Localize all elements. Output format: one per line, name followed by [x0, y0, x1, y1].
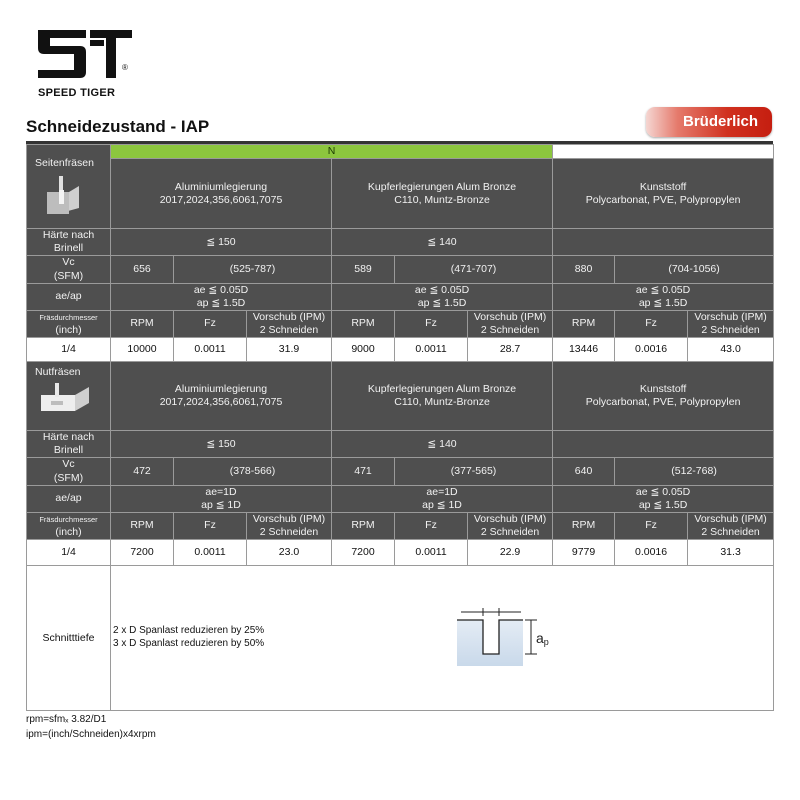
diameter-value: 1/4	[27, 338, 111, 362]
vc-range: (512-768)	[615, 458, 774, 485]
fz-header: Fz	[615, 512, 688, 539]
aeap-copper: ae=1D ap ≦ 1D	[332, 485, 553, 512]
vc-range: (471-707)	[395, 256, 553, 283]
feed-header: Vorschub (IPM) 2 Schneiden	[688, 310, 774, 337]
hardness-label: Härte nach Brinell	[27, 229, 111, 256]
empty-group-header	[553, 145, 774, 159]
hardness-aluminium: ≦ 150	[111, 229, 332, 256]
cut-depth-notes	[111, 566, 774, 711]
rpm-value: 10000	[111, 338, 174, 362]
feed-header: Vorschub (IPM) 2 Schneiden	[688, 512, 774, 539]
registered-mark: ®	[122, 63, 128, 72]
hardness-aluminium: ≦ 150	[111, 431, 332, 458]
fz-value: 0.0011	[174, 540, 247, 566]
fz-value: 0.0011	[395, 540, 468, 566]
material-aluminium: Aluminiumlegierung 2017,2024,356,6061,7075	[111, 362, 332, 431]
rpm-value: 9000	[332, 338, 395, 362]
feed-value: 43.0	[688, 338, 774, 362]
feed-header: Vorschub (IPM) 2 Schneiden	[468, 310, 553, 337]
vc-range: (378-566)	[174, 458, 332, 485]
feed-value: 31.3	[688, 540, 774, 566]
rpm-header: RPM	[332, 310, 395, 337]
diameter-label: Fräsdurchmesser (inch)	[27, 310, 111, 337]
rpm-header: RPM	[553, 512, 615, 539]
bruderlich-badge	[646, 107, 772, 137]
hardness-copper: ≦ 140	[332, 431, 553, 458]
hardness-copper: ≦ 140	[332, 229, 553, 256]
vc-value: 640	[553, 458, 615, 485]
section-header-side	[27, 145, 111, 229]
vc-label: Vc (SFM)	[27, 458, 111, 485]
fz-header: Fz	[174, 310, 247, 337]
rpm-value: 7200	[111, 540, 174, 566]
formula-rpm: rpm=sfmₓ 3.82/D1	[26, 714, 107, 725]
vc-range: (704-1056)	[615, 256, 774, 283]
aeap-label: ae/ap	[27, 283, 111, 310]
vc-range: (525-787)	[174, 256, 332, 283]
fz-value: 0.0011	[174, 338, 247, 362]
fz-header: Fz	[174, 512, 247, 539]
material-copper: Kupferlegierungen Alum Bronze C110, Muntz-Bronze	[332, 362, 553, 431]
vc-value: 589	[332, 256, 395, 283]
fz-value: 0.0016	[615, 338, 688, 362]
rpm-value: 13446	[553, 338, 615, 362]
section-header-slot	[27, 362, 111, 431]
aeap-plastic: ae ≦ 0.05D ap ≦ 1.5D	[553, 283, 774, 310]
rpm-value: 7200	[332, 540, 395, 566]
table-row	[27, 338, 774, 362]
slot-depth-diagram	[447, 602, 577, 678]
material-copper: Kupferlegierungen Alum Bronze C110, Muntz-Bronze	[332, 159, 553, 229]
speed-tiger-logo	[36, 26, 136, 86]
feed-value: 28.7	[468, 338, 553, 362]
table-row	[27, 540, 774, 566]
material-group-n: N	[111, 145, 553, 159]
fz-header: Fz	[615, 310, 688, 337]
hardness-label: Härte nach Brinell	[27, 431, 111, 458]
aeap-copper: ae ≦ 0.05D ap ≦ 1.5D	[332, 283, 553, 310]
feed-value: 23.0	[247, 540, 332, 566]
diameter-value: 1/4	[27, 540, 111, 566]
fz-value: 0.0011	[395, 338, 468, 362]
feed-header: Vorschub (IPM) 2 Schneiden	[247, 512, 332, 539]
fz-value: 0.0016	[615, 540, 688, 566]
feed-value: 31.9	[247, 338, 332, 362]
diameter-label: Fräsdurchmesser (inch)	[27, 512, 111, 539]
aeap-aluminium: ae=1D ap ≦ 1D	[111, 485, 332, 512]
rpm-header: RPM	[332, 512, 395, 539]
vc-range: (377-565)	[395, 458, 553, 485]
feed-header: Vorschub (IPM) 2 Schneiden	[468, 512, 553, 539]
vc-value: 472	[111, 458, 174, 485]
fz-header: Fz	[395, 310, 468, 337]
rpm-header: RPM	[111, 512, 174, 539]
rpm-header: RPM	[111, 310, 174, 337]
page-title: Schneidezustand - IAP	[26, 117, 210, 136]
cut-depth-note: 3 x D Spanlast reduzieren by 50%	[113, 637, 265, 649]
hardness-plastic	[553, 229, 774, 256]
vc-value: 880	[553, 256, 615, 283]
ap-label: ap	[536, 630, 549, 648]
cut-depth-label: Schnitttiefe	[27, 566, 111, 711]
brand-name: SPEED TIGER	[38, 87, 116, 99]
vc-value: 656	[111, 256, 174, 283]
cut-depth-note: 2 x D Spanlast reduzieren by 25%	[113, 625, 265, 637]
aeap-aluminium: ae ≦ 0.05D ap ≦ 1.5D	[111, 283, 332, 310]
material-aluminium: Aluminiumlegierung 2017,2024,356,6061,7075	[111, 159, 332, 229]
section-title: Nutfräsen	[35, 366, 81, 379]
material-plastic: Kunststoff Polycarbonat, PVE, Polypropylen	[553, 362, 774, 431]
feed-value: 22.9	[468, 540, 553, 566]
fz-header: Fz	[395, 512, 468, 539]
section-title: Seitenfräsen	[35, 157, 94, 169]
aeap-label: ae/ap	[27, 485, 111, 512]
material-plastic: Kunststoff Polycarbonat, PVE, Polypropylen	[553, 159, 774, 229]
rpm-header: RPM	[553, 310, 615, 337]
slot-milling-icon	[41, 383, 91, 413]
vc-label: Vc (SFM)	[27, 256, 111, 283]
cutting-conditions-table	[26, 144, 774, 711]
aeap-plastic: ae ≦ 0.05D ap ≦ 1.5D	[553, 485, 774, 512]
vc-value: 471	[332, 458, 395, 485]
badge-label: Brüderlich	[682, 113, 758, 130]
side-milling-icon	[45, 176, 83, 218]
formula-ipm: ipm=(inch/Schneiden)x4xrpm	[26, 729, 156, 740]
hardness-plastic	[553, 431, 774, 458]
feed-header: Vorschub (IPM) 2 Schneiden	[247, 310, 332, 337]
rpm-value: 9779	[553, 540, 615, 566]
